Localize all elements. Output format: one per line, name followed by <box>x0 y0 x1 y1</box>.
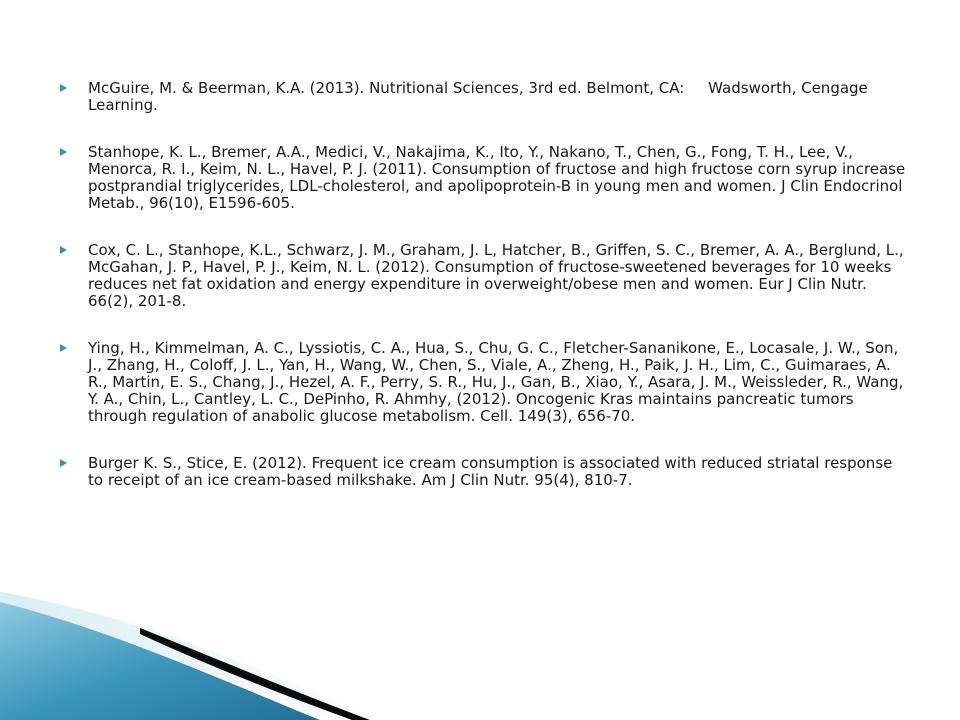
reference-text: Stanhope, K. L., Bremer, A.A., Medici, V., Nakajima, K., Ito, Y., Nakano, T., Chen, G., Fong, T. H., Lee, V., Menorca, R. I., Keim, N. L., Havel, P. J. (2011). Consumption of fructose and high fructose corn syrup increase postprandial triglycerides, LDL-cholesterol, and apolipoprotein-B in young men and women. J Clin Endocrinol Metab., 96(10), E1596-605. <box>88 143 910 212</box>
reference-item <box>56 143 910 212</box>
triangle-bullet-icon <box>60 344 67 352</box>
reference-text: Burger K. S., Stice, E. (2012). Frequent ice cream consumption is associated with reduced striatal response to receipt of an ice cream-based milkshake. Am J Clin Nutr. 95(4), 810-7. <box>88 454 898 489</box>
reference-text: Ying, H., Kimmelman, A. C., Lyssiotis, C. A., Hua, S., Chu, G. C., Fletcher-Sananikone, E., Locasale, J. W., Son, J., Zhang, H., Coloff, J. L., Yan, H., Wang, W., Chen, S., Viale, A., Zheng, H., Paik, J. H., Lim, C., Guimaraes, A. R., Martin, E. S., Chang, J., Hezel, A. F., Perry, S. R., Hu, J., Gan, B., Xiao, Y., Asara, J. M., Weissleder, R., Wang, Y. A., Chin, L., Cantley, L. C., DePinho, R. Ahmhy, (2012). Oncogenic Kras maintains pancreatic tumors through regulation of anabolic glucose metabolism. Cell. 149(3), 656-70. <box>88 339 909 425</box>
triangle-bullet-icon <box>60 459 67 467</box>
wave-blue-band <box>0 602 320 720</box>
reference-text: McGuire, M. & Beerman, K.A. (2013). Nutritional Sciences, 3rd ed. Belmont, CA: Wadsworth, Cengage Learning. <box>88 79 873 114</box>
triangle-bullet-icon <box>60 84 67 92</box>
reference-item <box>56 80 906 114</box>
reference-list <box>56 79 910 519</box>
wave-dark-swoosh <box>140 628 370 720</box>
reference-item <box>56 339 909 425</box>
wave-light-band <box>0 592 380 720</box>
triangle-bullet-icon <box>60 148 67 156</box>
reference-text: Cox, C. L., Stanhope, K.L., Schwarz, J. M., Graham, J. L, Hatcher, B., Griffen, S. C., Bremer, A. A., Berglund, L., McGahan, J. P., Havel, P. J., Keim, N. L. (2012). Consumption of fructose-sweetened beverages for 10 weeks reduces net fat oxidation and energy expenditure in overweight/obese men and women. Eur J Clin Nutr. 66(2), 201-8. <box>88 241 909 310</box>
triangle-bullet-icon <box>60 246 67 254</box>
reference-item <box>56 455 906 489</box>
reference-item <box>56 241 909 310</box>
